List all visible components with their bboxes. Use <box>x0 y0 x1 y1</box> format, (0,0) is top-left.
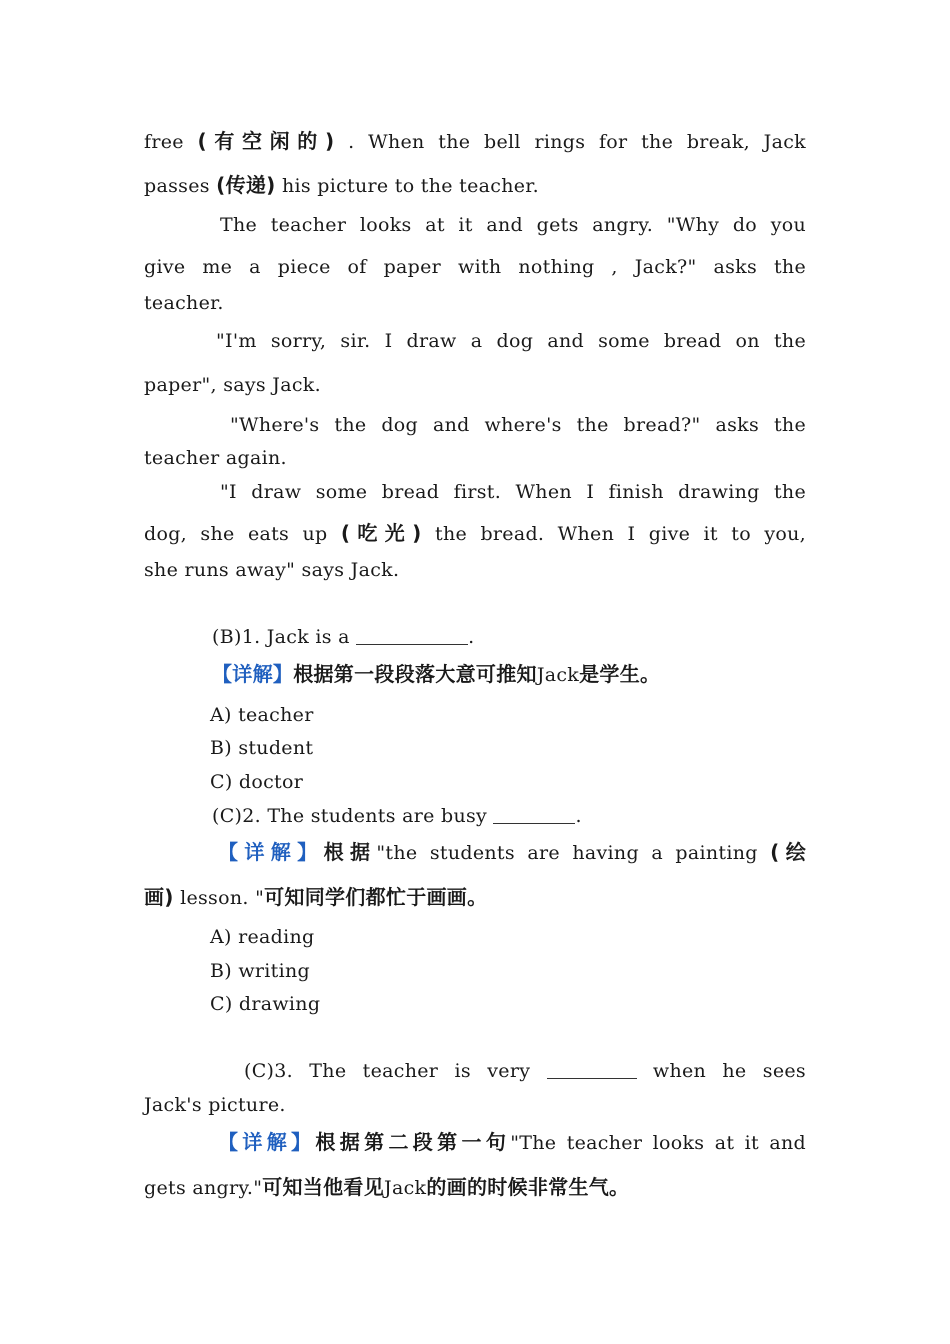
passage-line: teacher again. <box>144 447 287 469</box>
answer-blank <box>493 805 575 824</box>
text: his picture to the teacher. <box>275 175 539 197</box>
question-stem: (C)3. The teacher is very <box>244 1060 547 1082</box>
passage-line: teacher. <box>144 292 224 314</box>
question-3-cont: Jack's picture. <box>144 1094 286 1116</box>
text: 根据第一段段落大意可推知 <box>293 662 537 686</box>
text: 是学生。 <box>579 662 661 686</box>
explain-tag: 【详解】 <box>218 840 324 864</box>
text: gets angry." <box>144 1177 263 1199</box>
text: dog, she eats up <box>144 523 341 545</box>
text: 根据第二段第一句 <box>315 1130 511 1154</box>
explanation-3 <box>144 1130 806 1155</box>
text: . <box>575 805 582 827</box>
text: 可知同学们都忙于画画。 <box>264 885 488 909</box>
explain-tag: 【详解】 <box>212 662 294 686</box>
question-3 <box>144 1059 806 1083</box>
passage-line: give me a piece of paper with nothing , Jack?" asks the <box>144 256 806 278</box>
answer-blank <box>547 1060 637 1079</box>
question-1 <box>212 625 474 649</box>
passage-line: she runs away" says Jack. <box>144 559 400 581</box>
option: C) doctor <box>210 771 304 793</box>
text: 的画的时候非常生气。 <box>426 1175 630 1199</box>
passage-line <box>144 129 806 154</box>
text: "the students are having a painting <box>376 842 771 864</box>
passage-line: paper", says Jack. <box>144 374 321 396</box>
text: "The teacher looks at it and <box>510 1132 806 1154</box>
text: lesson. " <box>173 887 265 909</box>
passage-line <box>144 173 806 198</box>
question-stem: (C)2. The students are busy <box>212 805 494 827</box>
passage-line: "I draw some bread first. When I finish drawing the <box>220 481 806 503</box>
explain-tag: 【详解】 <box>218 1130 316 1154</box>
passage-line: "I'm sorry, sir. I draw a dog and some bread on the <box>216 330 806 352</box>
text: (绘 <box>770 840 806 864</box>
text: the bread. When I give it to you, <box>421 523 806 545</box>
gloss-cn: (吃光) <box>340 521 422 545</box>
passage-line: The teacher looks at it and gets angry. "Why do you <box>220 214 806 236</box>
question-stem: (B)1. Jack is a <box>212 626 357 648</box>
text: 根据 <box>323 840 377 864</box>
text: free <box>144 131 198 153</box>
text: when he sees <box>636 1060 806 1082</box>
explanation-1 <box>212 662 660 687</box>
option: B) writing <box>210 960 310 982</box>
gloss-cn: (有空闲的) <box>197 129 335 153</box>
passage-line: "Where's the dog and where's the bread?" asks the <box>230 414 806 436</box>
explanation-2-cont <box>144 885 806 910</box>
question-2 <box>212 804 582 828</box>
explanation-2 <box>144 840 806 865</box>
option: A) teacher <box>210 704 314 726</box>
text: 可知当他看见 <box>262 1175 385 1199</box>
explanation-3-cont <box>144 1175 806 1200</box>
gloss-cn: (传递) <box>216 173 276 197</box>
passage-line <box>144 521 806 546</box>
text: Jack <box>536 664 580 686</box>
answer-blank <box>356 626 468 645</box>
text: passes <box>144 175 217 197</box>
text: . <box>468 626 475 648</box>
text: 画) <box>144 885 174 909</box>
option: A) reading <box>210 926 315 948</box>
option: B) student <box>210 737 314 759</box>
option: C) drawing <box>210 993 321 1015</box>
text: . When the bell rings for the break, Jack <box>334 131 806 153</box>
text: Jack <box>384 1177 427 1199</box>
